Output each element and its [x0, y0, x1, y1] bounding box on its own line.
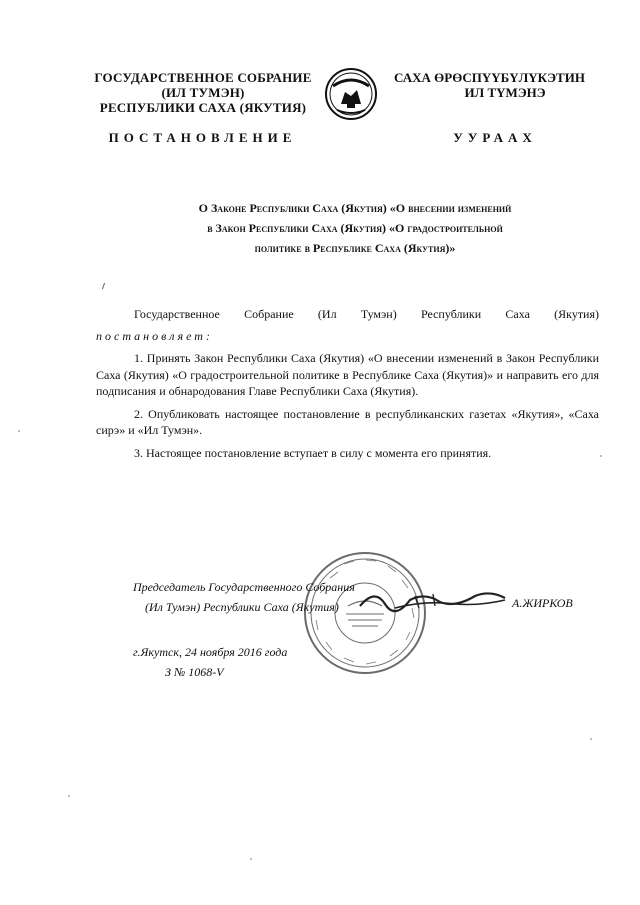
signatory-position [133, 577, 393, 617]
scan-mark [102, 283, 109, 289]
place-and-date [133, 642, 287, 682]
resolution-item: 2. Опубликовать настоящее постановление в республиканских газетах «Якутия», «Саха сирэ» и «Ил Тумэн». [96, 406, 599, 437]
scan-speck [590, 738, 592, 740]
scan-speck [68, 795, 70, 797]
position-line: Председатель Государственного Собрания [133, 580, 355, 594]
preamble: Государственное Собрание (Ил Тумэн) Республики Саха (Якутия) [134, 307, 599, 321]
issuer-line: РЕСПУБЛИКИ САХА (ЯКУТИЯ) [99, 100, 307, 115]
title-line: О Законе Республики Саха (Якутия) «О внесении изменений [198, 201, 512, 215]
document-number: З № 1068-V [165, 665, 224, 679]
resolution-item: 3. Настоящее постановление вступает в силу с момента его принятия. [134, 445, 492, 460]
issuer-line: (ИЛ ТУМЭН) [161, 85, 245, 100]
issuer-line: ГОСУДАРСТВЕННОЕ СОБРАНИЕ [94, 70, 312, 85]
scan-speck [600, 455, 602, 457]
document-body [96, 306, 599, 467]
issuer-line: ИЛ ТҮМЭНЭ [464, 85, 546, 100]
date-line: г.Якутск, 24 ноября 2016 года [133, 645, 288, 659]
document-title [120, 198, 590, 258]
scan-speck [250, 858, 252, 860]
position-line: (Ил Тумэн) Республики Саха (Якутия) [145, 600, 339, 614]
issuer-name-yakut [390, 70, 620, 100]
issuer-name-russian [88, 70, 318, 115]
document-type-russian: ПОСТАНОВЛЕНИЕ [108, 130, 297, 145]
coat-of-arms-emblem-icon [323, 66, 379, 122]
scan-speck [18, 430, 20, 432]
title-line: политике в Республике Саха (Якутия)» [254, 241, 456, 255]
resolution-item: 1. Принять Закон Республики Саха (Якутия) «О внесении изменений в Закон Республики Саха (Якутия) «О градостроительной политике в Республике Саха (Якутия)» и направить его для подписания и обнародования Главе Республики Саха (Якутия). [96, 351, 599, 398]
issuer-line: САХА ӨРӨСПҮҮБҮЛҮКЭТИН [394, 70, 585, 85]
resolves-phrase: постановляет: [96, 328, 213, 343]
title-line: в Закон Республики Саха (Якутия) «О градостроительной [207, 221, 503, 235]
document-type-yakut: УУРААХ [453, 130, 537, 145]
signatory-name: А.ЖИРКОВ [512, 596, 573, 610]
